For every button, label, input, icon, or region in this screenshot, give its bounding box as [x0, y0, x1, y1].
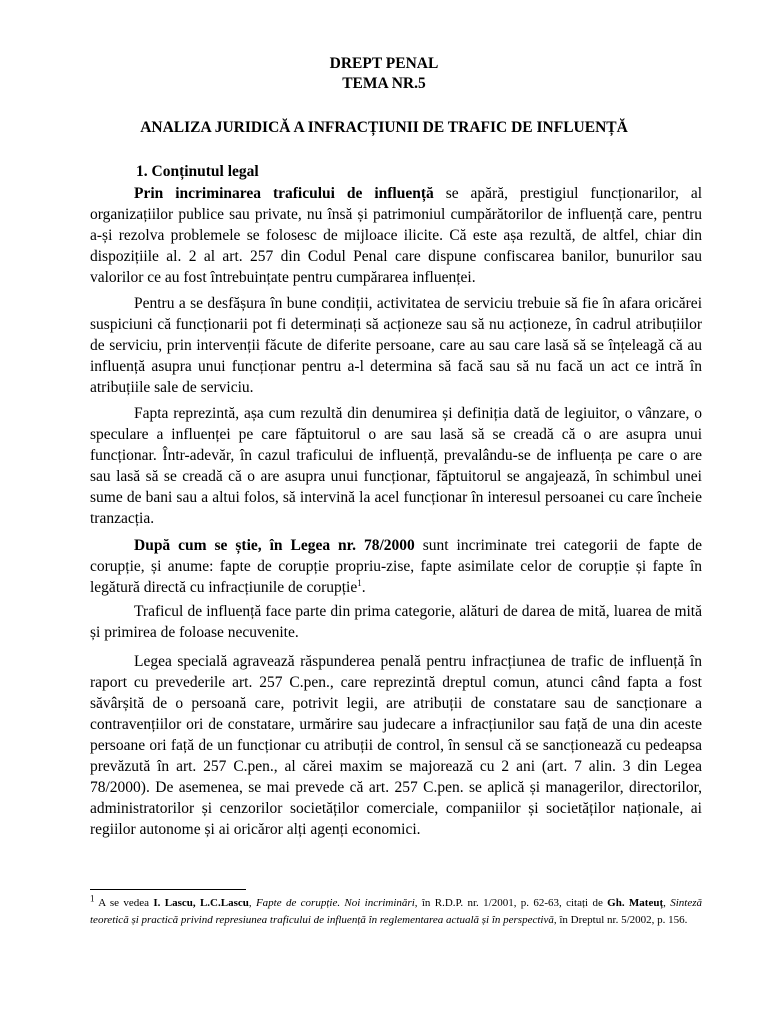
paragraph-1: [90, 183, 702, 288]
topic-number: TEMA NR.5: [342, 75, 426, 92]
section-heading: 1. Conținutul legal: [136, 163, 259, 180]
document-title: ANALIZA JURIDICĂ A INFRACȚIUNII DE TRAFIC DE INFLUENȚĂ: [140, 119, 628, 136]
footnote: [90, 895, 702, 929]
course-title: DREPT PENAL: [329, 55, 439, 72]
footnote-text-2: ,: [248, 897, 256, 909]
footnote-author-2: Gh. Mateuț: [607, 897, 664, 909]
paragraph-2: Pentru a se desfășura în bune condiții, activitatea de serviciu trebuie să fie în afara oricărei suspiciuni că funcționarii pot fi determinați să acționeze sau să nu acționeze, în cadrul atribuțiilor de serviciu, prin intervenții făcute de diferite persoane, care au sau care lasă să se înțeleagă că au influență asupra unui funcționar pentru a-l determina să facă sau să nu facă un act ce intră în atribuțiile sale de serviciu.: [90, 295, 702, 396]
paragraph-4: [90, 535, 702, 598]
footnote-mark: 1: [90, 893, 95, 904]
paragraph-1-lead: Prin incriminarea traficului de influență: [134, 185, 434, 202]
paragraph-1-text: se apără, prestigiul funcționarilor, al organizațiilor publice sau private, nu însă și patrimoniul cumpărătorilor de influență care, pentru a-și rezolva problemele se folosesc de mijloace ilicite. Că este așa rezultă, de altfel, chiar din dispozițiile al. 2 al art. 257 din Codul Penal care dispune confiscarea banilor, bunurilor sau valorilor ce au fost întrebuințate pentru cumpărarea influenței.: [90, 185, 702, 286]
footnote-work-2: Sinteză teoretică și practică privind represiunea traficului de influență în reglementarea actuală și în perspectivă: [90, 897, 702, 926]
footnote-author-1: I. Lascu, L.C.Lascu: [153, 897, 249, 909]
footnote-reference[interactable]: 1: [357, 577, 362, 588]
paragraph-6: Legea specială agravează răspunderea penală pentru infracțiunea de trafic de influență în raport cu prevederile art. 257 C.pen., care reprezintă dreptul comun, atunci când fapta a fost săvârșită de o persoană care, potrivit legii, are atribuții de constatare sau de sancționare a contravențiilor ori de constatare, urmărire sau judecare a infracțiunilor sau față de una din aceste persoane ori față de un funcționar cu atribuții de control, în sensul că se sancționează cu pedeapsa prevăzută în art. 257 C.pen., al cărei maxim se majorează cu 2 ani (art. 7 alin. 3 din Legea 78/2000). De asemenea, se mai prevede că art. 257 C.pen. se aplică și managerilor, directorilor, administratorilor și cenzorilor societăților comerciale, companiilor și societăților naționale, ai regiilor autonome și ai oricăror alți agenți economici.: [90, 653, 702, 838]
footnote-text-3: , în R.D.P. nr. 1/2001, p. 62-63, citați de: [414, 897, 608, 909]
footnote-separator: [90, 889, 246, 890]
paragraph-4-text: sunt incriminate trei categorii de fapte de corupție, și anume: fapte de corupție propriu-zise, fapte asimilate celor de corupție și fapte în legătură directă cu infracțiunile de corupție: [90, 537, 703, 596]
paragraph-5: Traficul de influență face parte din prima categorie, alături de darea de mită, luarea de mită și primirea de foloase necuvenite.: [90, 603, 702, 641]
paragraph-4-end: .: [361, 579, 366, 596]
footnote-text-1: A se vedea: [94, 897, 154, 909]
footnote-text-5: , în Dreptul nr. 5/2002, p. 156.: [553, 914, 688, 926]
footnote-work-1: Fapte de corupție. Noi incriminări: [255, 897, 415, 909]
paragraph-4-lead: După cum se știe, în Legea nr. 78/2000: [134, 537, 415, 554]
paragraph-3: Fapta reprezintă, așa cum rezultă din denumirea și definiția dată de legiuitor, o vânzare, o speculare a influenței pe care făptuitorul o are sau lasă să se creadă că o are asupra unui funcționar. Într-adevăr, în cazul traficului de influență, prevalându-se de influența pe care o are sau lasă să se creadă că o are asupra unui funcționar, făptuitorul se angajează, în schimbul unei sume de bani sau a altui folos, să intervină la acel funcționar în interesul persoanei cu care încheie tranzacția.: [90, 405, 702, 527]
footnote-text-4: ,: [663, 897, 671, 909]
